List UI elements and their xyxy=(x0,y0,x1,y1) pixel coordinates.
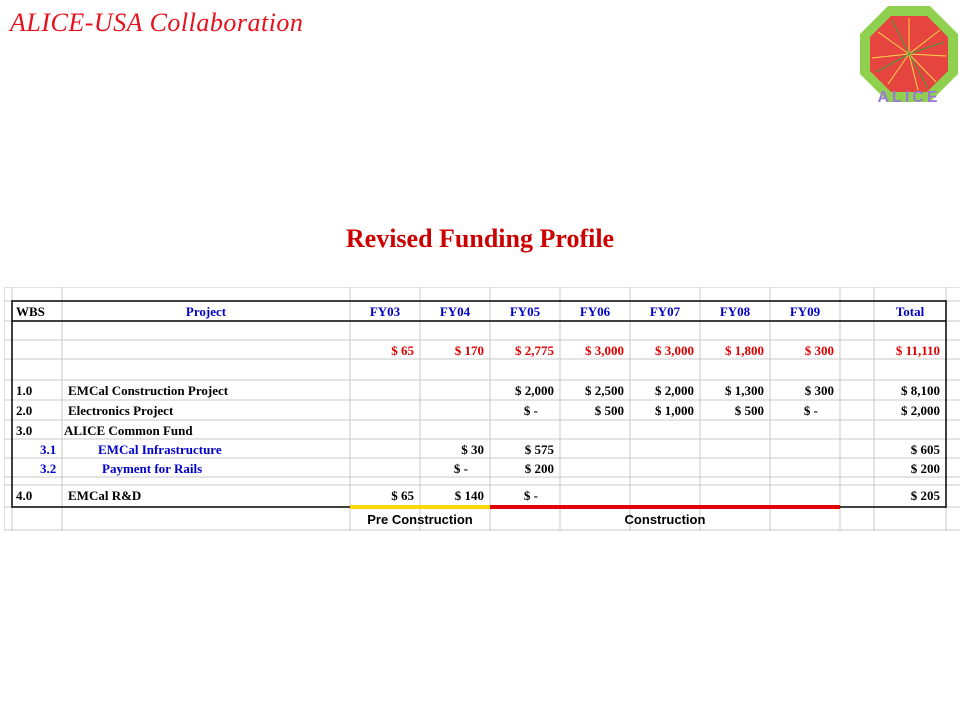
table-row-wbs: 3.1 xyxy=(40,442,57,457)
total-fy03: $ 65 xyxy=(391,343,414,358)
table-row-project: Payment for Rails xyxy=(102,461,203,476)
collaboration-title: ALICE-USA Collaboration xyxy=(10,8,304,37)
col-header-fy06: FY06 xyxy=(579,304,611,319)
table-row-fy05: $ 575 xyxy=(524,442,554,457)
col-header-fy09: FY09 xyxy=(789,304,821,319)
alice-logo xyxy=(858,2,960,104)
phase-pre-construction: Pre Construction xyxy=(367,512,473,527)
table-row-wbs: 1.0 xyxy=(16,383,33,398)
table-row-fy04: $ 140 xyxy=(454,488,484,503)
col-header-fy05: FY05 xyxy=(509,304,541,319)
table-row-project: Electronics Project xyxy=(68,403,174,418)
table-row-wbs: 2.0 xyxy=(16,403,33,418)
table-row-total: $ 2,000 xyxy=(901,403,940,418)
col-header-fy08: FY08 xyxy=(719,304,751,319)
table-row-fy05: $ - xyxy=(523,403,538,418)
table-row-fy09: $ - xyxy=(803,403,818,418)
table-row-fy03: $ 65 xyxy=(391,488,414,503)
table-row-project: EMCal R&D xyxy=(68,488,142,503)
table-row-fy08: $ 1,300 xyxy=(725,383,764,398)
table-row-wbs: 4.0 xyxy=(16,488,33,503)
total-fy05: $ 2,775 xyxy=(515,343,554,358)
table-row-fy05: $ 200 xyxy=(524,461,554,476)
total-fy07: $ 3,000 xyxy=(655,343,694,358)
table-row-fy07: $ 1,000 xyxy=(655,403,694,418)
total-fy04: $ 170 xyxy=(454,343,484,358)
funding-table xyxy=(4,287,960,531)
total-fy08: $ 1,800 xyxy=(725,343,764,358)
table-row-fy05: $ - xyxy=(523,488,538,503)
table-row-total: $ 8,100 xyxy=(901,383,940,398)
logo-text: ALICE xyxy=(877,89,941,104)
table-row-fy09: $ 300 xyxy=(804,383,834,398)
table-row-wbs: 3.0 xyxy=(16,423,33,438)
table-row-project: ALICE Common Fund xyxy=(64,423,193,438)
table-row-wbs: 3.2 xyxy=(40,461,57,476)
table-row-project: EMCal Construction Project xyxy=(68,383,229,398)
col-header-fy07: FY07 xyxy=(649,304,681,319)
table-row-project: EMCal Infrastructure xyxy=(98,442,222,457)
table-row-total: $ 205 xyxy=(910,488,940,503)
table-row-fy06: $ 2,500 xyxy=(585,383,624,398)
col-header-wbs: WBS xyxy=(16,304,45,319)
col-header-total: Total xyxy=(895,304,925,319)
table-row-fy04: $ 30 xyxy=(461,442,484,457)
col-header-fy04: FY04 xyxy=(439,304,471,319)
total-fy06: $ 3,000 xyxy=(585,343,624,358)
col-header-fy03: FY03 xyxy=(369,304,401,319)
col-header-project: Project xyxy=(185,304,227,319)
table-row-fy08: $ 500 xyxy=(734,403,764,418)
table-row-fy04: $ - xyxy=(453,461,468,476)
total-fy09: $ 300 xyxy=(804,343,834,358)
table-row-fy05: $ 2,000 xyxy=(515,383,554,398)
table-row-fy06: $ 500 xyxy=(594,403,624,418)
total-all: $ 11,110 xyxy=(895,343,940,358)
table-row-total: $ 200 xyxy=(910,461,940,476)
page-title: Revised Funding Profile xyxy=(345,224,615,253)
phase-construction: Construction xyxy=(624,512,706,527)
table-row-total: $ 605 xyxy=(910,442,940,457)
table-row-fy07: $ 2,000 xyxy=(655,383,694,398)
